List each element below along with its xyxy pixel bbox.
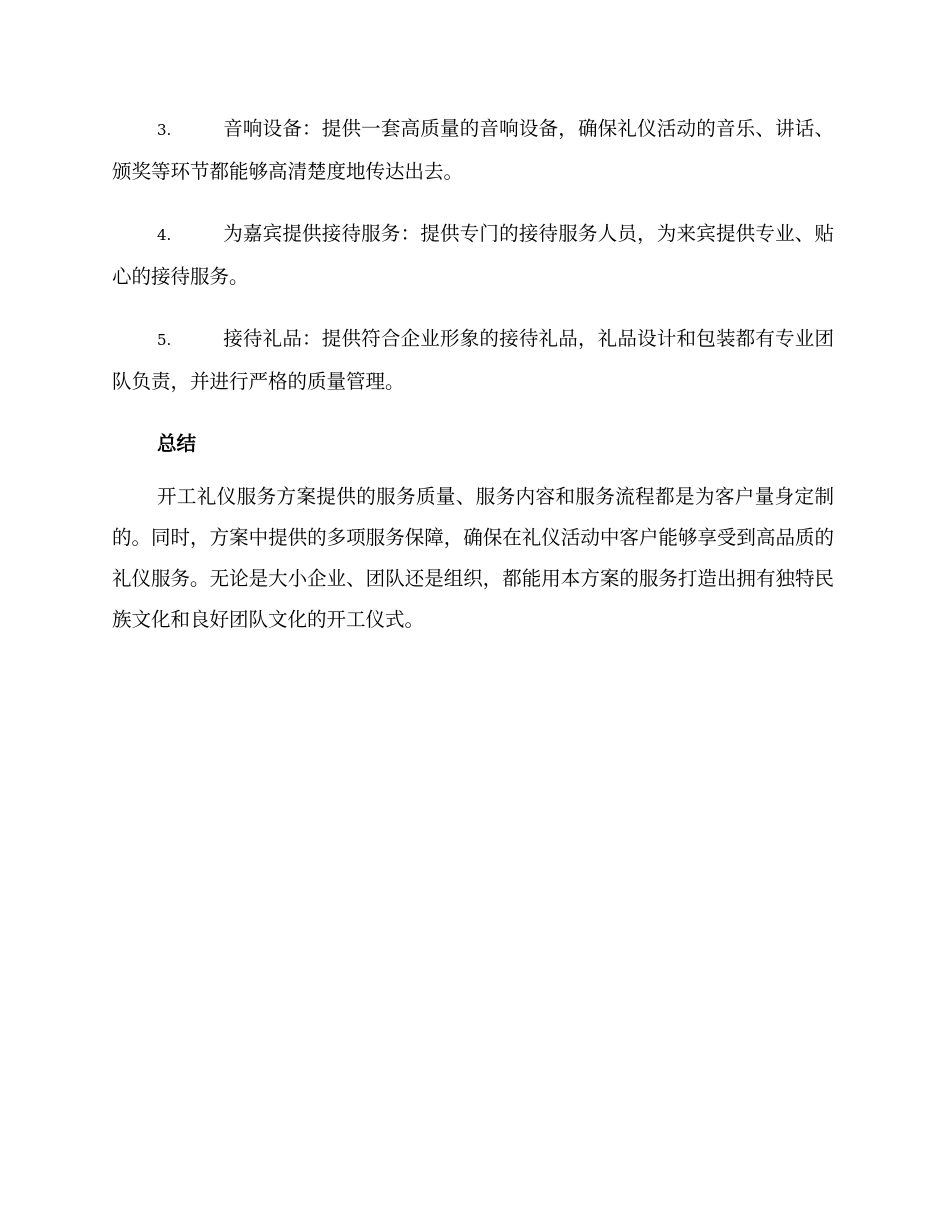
list-number: 3. <box>157 121 172 139</box>
list-number: 5. <box>157 331 172 349</box>
list-text: 为嘉宾提供接待服务：提供专门的接待服务人员，为来宾提供专业、贴心的接待服务。 <box>112 222 834 288</box>
list-text: 接待礼品：提供符合企业形象的接待礼品，礼品设计和包装都有专业团队负责，并进行严格的质量管理。 <box>112 327 834 393</box>
list-item-3 <box>112 108 834 192</box>
list-item-5 <box>112 318 834 402</box>
summary-heading: 总结 <box>157 432 197 455</box>
list-text: 音响设备：提供一套高质量的音响设备，确保礼仪活动的音乐、讲话、颁奖等环节都能够高清楚度地传达出去。 <box>112 117 834 183</box>
summary-paragraph: 开工礼仪服务方案提供的服务质量、服务内容和服务流程都是为客户量身定制的。同时，方案中提供的多项服务保障，确保在礼仪活动中客户能够享受到高品质的礼仪服务。无论是大小企业、团队还是组织，都能用本方案的服务打造出拥有独特民族文化和良好团队文化的开工仪式。 <box>112 485 834 631</box>
list-item-4 <box>112 213 834 297</box>
document-page <box>112 108 834 640</box>
list-number: 4. <box>157 226 172 244</box>
